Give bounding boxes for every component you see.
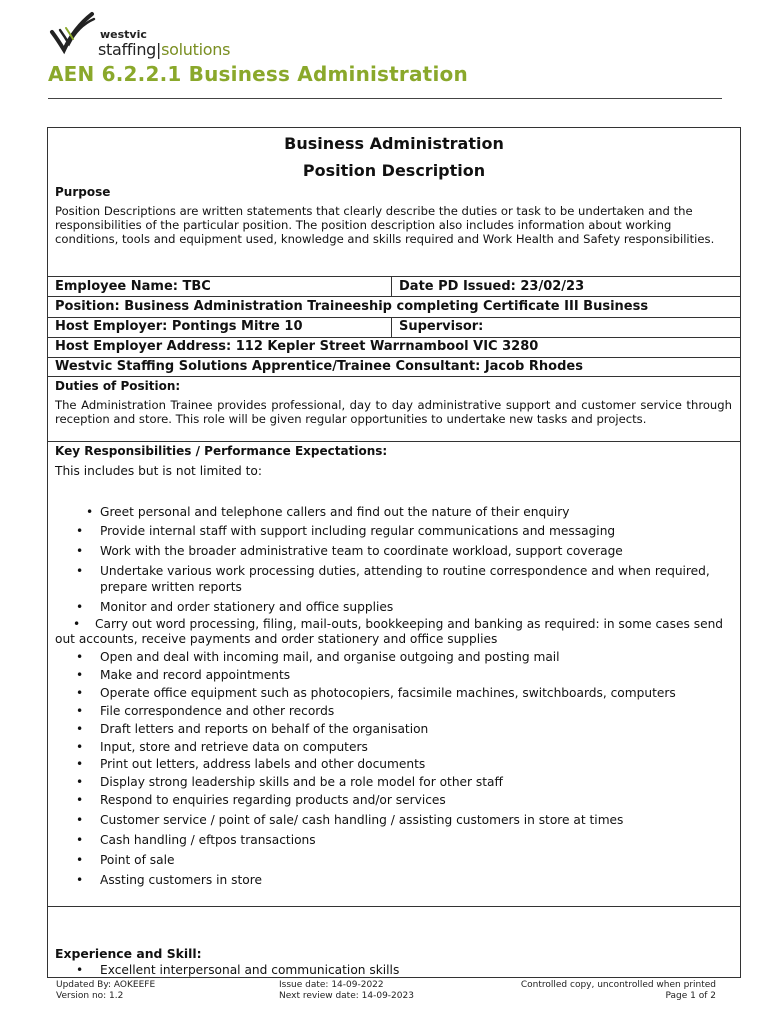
bullet: • (76, 686, 84, 700)
position: Position: Business Administration Traineeship completing Certificate III Business (55, 299, 649, 314)
divider (48, 337, 740, 338)
document-title: AEN 6.2.2.1 Business Administration (48, 62, 468, 86)
responsibilities-label: Key Responsibilities / Performance Expectations: (55, 444, 388, 458)
bullet: • (76, 813, 84, 827)
divider (48, 906, 740, 907)
bullet: • (76, 873, 84, 887)
heading-line-2: Position Description (302, 161, 486, 180)
duties-text: The Administration Trainee provides professional, day to day administrative support and customer service through reception and store. This role will be given regular opportunities to undertake new tasks and projects. (55, 398, 732, 426)
purpose-text: Position Descriptions are written statements that clearly describe the duties or task to be undertaken and the responsibilities of the particular position. The position description also includes information about working conditions, tools and equipment used, knowledge and skills required and Work Health and Safety responsibilities. (55, 204, 715, 246)
footer-issue-date: Issue date: 14-09-2022 (279, 980, 384, 990)
bullet: • (76, 833, 84, 847)
bullet: • (76, 740, 84, 754)
bullet: • (76, 704, 84, 718)
footer-center (279, 980, 414, 1002)
divider (48, 296, 740, 297)
host-employer: Host Employer: Pontings Mitre 10 (55, 319, 303, 334)
divider (48, 357, 740, 358)
checkmark-logo-icon (48, 10, 100, 60)
bullet: • (73, 617, 81, 631)
title-divider (48, 98, 722, 99)
logo-text-solutions: solutions (161, 40, 231, 59)
divider (48, 376, 740, 377)
bullet: • (76, 775, 84, 789)
footer-next-review: Next review date: 14-09-2023 (279, 991, 414, 1001)
divider (391, 317, 392, 337)
bullet: • (76, 564, 84, 578)
purpose-label: Purpose (55, 185, 111, 199)
bullet: • (76, 757, 84, 771)
bullet: • (76, 650, 84, 664)
bullet: • (76, 963, 84, 977)
divider (48, 317, 740, 318)
list-item: • Carry out word processing, filing, mail-outs, bookkeeping and banking as required: in some cases send out accounts, receive payments and order stationery and office supplies (55, 617, 724, 646)
host-employer-address: Host Employer Address: 112 Kepler Street Warrnambool VIC 3280 (55, 339, 539, 354)
divider (391, 276, 392, 296)
footer-left (56, 980, 155, 1002)
experience-label: Experience and Skill: (55, 946, 202, 961)
bullet: • (86, 505, 94, 519)
bullet: • (76, 600, 84, 614)
footer-page-number: Page 1 of 2 (665, 991, 716, 1001)
company-logo (48, 10, 231, 62)
supervisor: Supervisor: (399, 319, 484, 334)
bullet: • (76, 668, 84, 682)
date-pd-issued: Date PD Issued: 23/02/23 (399, 279, 585, 294)
duties-label: Duties of Position: (55, 379, 181, 393)
responsibilities-intro: This includes but is not limited to: (55, 464, 262, 478)
footer-right (521, 980, 716, 1002)
logo-text-staffing-solutions (98, 40, 230, 59)
bullet: • (76, 524, 84, 538)
footer-controlled-copy: Controlled copy, uncontrolled when printed (520, 980, 716, 990)
divider (48, 276, 740, 277)
footer-version: Version no: 1.2 (56, 991, 124, 1001)
trainee-consultant: Westvic Staffing Solutions Apprentice/Trainee Consultant: Jacob Rhodes (55, 359, 583, 374)
bullet: • (76, 853, 84, 867)
logo-separator: | (156, 40, 162, 59)
logo-text-westvic: westvic (100, 28, 147, 41)
employee-name: Employee Name: TBC (55, 279, 211, 294)
bullet: • (76, 793, 84, 807)
bullet: • (76, 544, 84, 558)
footer-updated-by: Updated By: AOKEEFE (56, 980, 156, 990)
divider (48, 441, 740, 442)
bullet: • (76, 722, 84, 736)
heading-line-1: Business Administration (284, 134, 504, 153)
position-description-box: Business Administration Position Description Purpose Position Descriptions are written statements that clearly describe the duties or task to be undertaken and the responsibilities of the particular position. The position description also includes information about working conditions, tools and equipment used, knowledge and skills required and Work Health and Safety responsibilities. Employee Name: TBC Date PD Issued: 23/02/23 Position: Business Administration Traineeship completing Certificate III Business Host Employer: Pontings Mitre 10 Supervisor: Host Employer Address: 112 Kepler Street Warrnambool VIC 3280 Westvic Staffing Solutions Apprentice/Trainee Consultant: Jacob Rhodes Duties of Position: The Administration Trainee provides professional, day to day administrative support and customer service through reception and store. This role will be given regular opportunities to undertake new tasks and projects. Key Responsibilities / Performance Expectations: This includes but is not limited to: • Greet personal and telephone callers and find out the nature of their enquiry • Provide internal staff with support including regular communications and messaging • Work with the broader administrative team to coordinate workload, support coverage • Undertake various work processing duties, attending to routine correspondence and when required, prepare written reports • Monitor and order stationery and office supplies • Carry out word processing, filing, mail-outs, bookkeeping and banking as required: in some cases send out accounts, receive payments and order stationery and office supplies • Open and deal with incoming mail, and organise outgoing and posting mail • Make and record appointments • Operate office equipment such as photocopiers, facsimile machines, switchboards, computers • File correspondence and other records • Draft letters and reports on behalf of the organisation • Input, store and retrieve data on computers • Print out letters, address labels and other documents • Display strong leadership skills and be a role model for other staff • Respond to enquiries regarding products and/or services • Customer service / point of sale/ cash handling / assisting customers in store at times • Cash handling / eftpos transactions • Point of sale • Assting customers in store Experience and Skill: • Excellent interpersonal and communication skills (47, 127, 741, 978)
logo-text-staffing: staffing (98, 40, 157, 59)
